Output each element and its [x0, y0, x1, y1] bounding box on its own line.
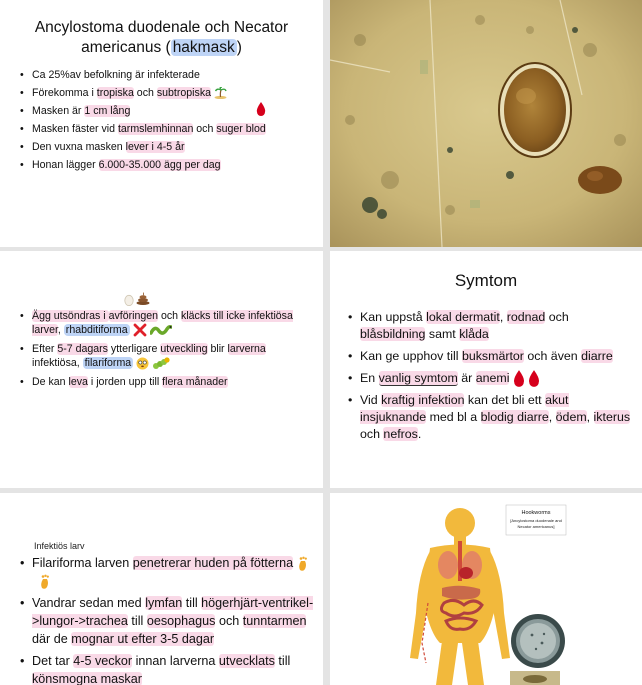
slide-infective-larva[interactable]: [0, 493, 323, 685]
illustration-line1: [Ancylostoma duodenale and: [510, 518, 562, 523]
title-highlight: hakmask: [172, 39, 235, 56]
worm-icon: [150, 324, 172, 336]
slide1-title: [10, 18, 313, 58]
caterpillar-icon: [152, 356, 170, 370]
blood-drop-icon: [528, 370, 540, 387]
bullet-anemia: • En vanlig symtom är anemi: [360, 370, 632, 387]
body-lifecycle-illustration: [330, 493, 642, 685]
bullet-eggs: • Honan lägger 6.000-35.000 ägg per dag: [32, 156, 317, 174]
illustration-title: Hookworms: [521, 510, 551, 516]
slide1-bullets: [32, 66, 317, 174]
egg-icon: [124, 294, 134, 306]
human-body-figure: [410, 508, 510, 685]
bullet-maturation: • Det tar 4-5 veckor innan larverna utvecklats till könsmogna maskar: [32, 652, 315, 685]
slide-symptoms[interactable]: [330, 251, 642, 488]
slide5-bullets: [32, 554, 315, 685]
foot-icon: [297, 556, 309, 572]
bullet-abdominal: • Kan ge upphov till buksmärtor och även diarre: [360, 348, 632, 365]
title-line2-post: ): [236, 39, 242, 56]
slide4-bullets: [360, 309, 632, 448]
title-line1: Ancylostoma duodenale och Necator: [34, 19, 289, 36]
flushed-face-icon: [136, 357, 149, 370]
microscope-egg-image: [330, 0, 642, 247]
bullet-length: • Masken är 1 cm lång: [32, 102, 317, 120]
bullet-tropics: • Förekomma i tropiska och subtropiska: [32, 84, 317, 102]
bullet-penetrates-skin: • Filariforma larven penetrerar huden på fötterna: [32, 554, 315, 590]
poop-icon: [136, 292, 150, 305]
slide-hookworm-intro[interactable]: [0, 0, 323, 247]
slide3-bullets: [32, 309, 315, 394]
title-line2-pre: americanus (: [81, 39, 171, 56]
illustration-line2: Necator americanus]: [517, 524, 555, 529]
slide-lifecycle-illustration[interactable]: [330, 493, 642, 685]
bullet-attach: • Masken fäster vid tarmslemhinnan och suger blod: [32, 120, 317, 138]
slide-egg-development[interactable]: [0, 251, 323, 488]
blood-drop-icon: [256, 102, 266, 116]
blood-drop-icon: [513, 370, 525, 387]
bullet-infected: • Ca 25%av befolkning är infekterade: [32, 66, 317, 84]
bullet-migration: • Vandrar sedan med lymfan till högerhjärt-ventrikel->lungor->trachea till oesophagus och tunntarmen där de mognar ut efter 3-5 dagar: [32, 594, 315, 648]
bullet-lifespan: • Den vuxna masken lever i 4-5 år: [32, 138, 317, 156]
bullet-dermatitis: • Kan uppstå lokal dermatit, rodnad och blåsbildning samt klåda: [360, 309, 632, 343]
slide5-subhead: Infektiös larv: [34, 541, 85, 551]
island-icon: [214, 87, 227, 99]
slide-microscope-egg[interactable]: [330, 0, 642, 247]
cross-mark-icon: [133, 323, 147, 337]
bullet-eggs-excreted: • Ägg utsöndras i avföringen och kläcks till icke infektiösa larver, rhabditiforma: [32, 309, 315, 337]
bullet-soil: • De kan leva i jorden upp till flera månader: [32, 375, 315, 389]
slide4-title: Symtom: [454, 271, 518, 290]
bullet-heavy-infection: • Vid kraftig infektion kan det bli ett akut insjuknande med bl a blodig diarre, ödem, ikterus och nefros.: [360, 392, 632, 443]
foot-icon: [39, 574, 51, 590]
bullet-infective-larvae: • Efter 5-7 dagars ytterligare utveckling blir larverna infektiösa, filariforma: [32, 342, 315, 370]
